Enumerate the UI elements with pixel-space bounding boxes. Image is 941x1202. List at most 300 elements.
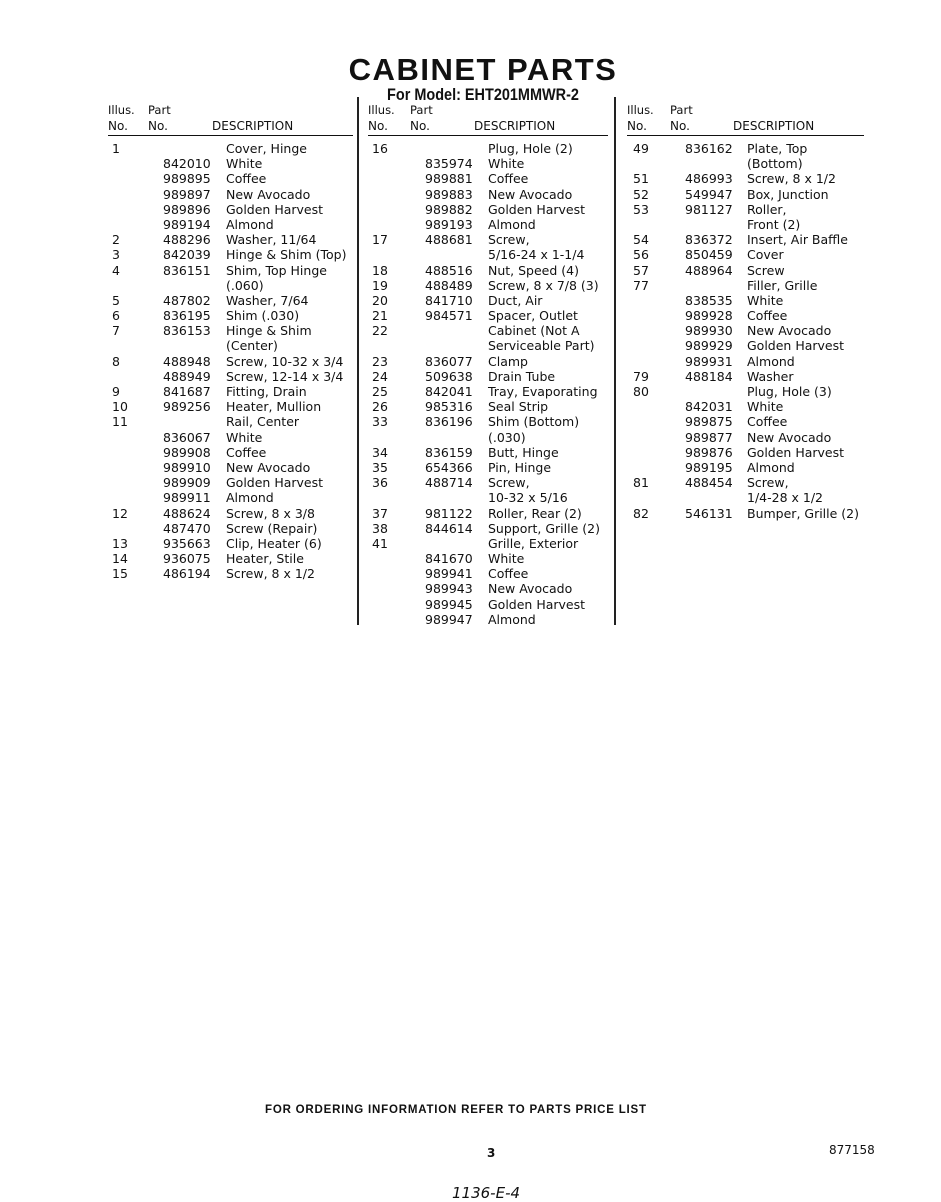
part-number: 546131 xyxy=(685,505,733,521)
table-row xyxy=(108,247,353,262)
part-number: 488184 xyxy=(685,368,733,384)
part-description: Pin, Hinge xyxy=(488,459,552,475)
illus-no-header: No. xyxy=(108,119,128,133)
table-row xyxy=(627,369,864,384)
illus-number: 14 xyxy=(112,551,128,567)
table-row xyxy=(108,293,353,308)
part-number: 989930 xyxy=(685,323,733,339)
part-description: Golden Harvest xyxy=(747,444,845,460)
table-row xyxy=(108,156,353,171)
table-row xyxy=(627,430,864,445)
illus-number: 2 xyxy=(112,232,120,248)
table-row xyxy=(108,566,353,581)
table-row xyxy=(108,338,353,353)
part-number: 989883 xyxy=(425,186,473,202)
illus-number: 10 xyxy=(112,399,128,415)
illus-number: 38 xyxy=(372,520,388,536)
part-description: Grille, Exterior xyxy=(488,535,579,551)
illus-number: 17 xyxy=(372,232,388,248)
part-description: Cover xyxy=(747,247,784,263)
table-row xyxy=(368,171,608,186)
table-row xyxy=(108,369,353,384)
part-description: Front (2) xyxy=(747,216,801,232)
table-row xyxy=(368,430,608,445)
illus-number: 1 xyxy=(112,141,120,156)
part-description: Plug, Hole (3) xyxy=(747,384,832,399)
table-row xyxy=(368,308,608,323)
table-row xyxy=(627,156,864,171)
part-number: 989943 xyxy=(425,581,473,597)
illus-number: 16 xyxy=(372,141,388,156)
illus-number: 51 xyxy=(633,171,649,187)
part-description: Heater, Mullion xyxy=(226,399,322,415)
part-number: 935663 xyxy=(163,535,211,551)
part-description: Coffee xyxy=(488,566,529,582)
part-number: 989876 xyxy=(685,444,733,460)
part-number: 842039 xyxy=(163,247,211,263)
part-description: Screw, xyxy=(488,475,530,491)
table-row xyxy=(627,445,864,460)
table-row xyxy=(108,399,353,414)
table-row xyxy=(627,338,864,353)
part-number: 844614 xyxy=(425,520,473,536)
part-description: Heater, Stile xyxy=(226,551,304,567)
part-description: Shim (Bottom) xyxy=(488,414,580,430)
part-number: 488714 xyxy=(425,475,473,491)
part-description: Insert, Air Baffle xyxy=(747,232,848,248)
part-description: New Avocado xyxy=(488,581,573,597)
table-row xyxy=(108,536,353,551)
part-description: Washer, 11/64 xyxy=(226,232,317,248)
table-row xyxy=(368,141,608,156)
part-description: Box, Junction xyxy=(747,186,829,202)
page-number: 3 xyxy=(487,1146,496,1160)
table-row xyxy=(627,323,864,338)
part-description: Shim, Top Hinge xyxy=(226,262,327,278)
table-row xyxy=(627,278,864,293)
illus-number: 9 xyxy=(112,384,120,399)
part-description: Roller, Rear (2) xyxy=(488,505,582,521)
table-row xyxy=(368,202,608,217)
part-number: 981122 xyxy=(425,505,473,521)
table-row xyxy=(368,278,608,293)
parts-column-2 xyxy=(368,102,608,627)
part-number: 989911 xyxy=(163,490,211,506)
table-row xyxy=(368,566,608,581)
illus-number: 22 xyxy=(372,323,388,339)
part-description: (.060) xyxy=(226,277,264,293)
illus-number: 21 xyxy=(372,308,388,324)
table-row xyxy=(108,141,353,156)
table-row xyxy=(108,475,353,490)
part-number: 836067 xyxy=(163,429,211,445)
part-number: 989945 xyxy=(425,596,473,612)
part-description: Almond xyxy=(488,216,536,232)
part-number: 989928 xyxy=(685,308,733,324)
part-description: Coffee xyxy=(226,171,267,187)
part-number: 841710 xyxy=(425,292,473,308)
part-number: 838535 xyxy=(685,292,733,308)
part-number: 836151 xyxy=(163,262,211,278)
illus-number: 53 xyxy=(633,201,649,217)
parts-column-1 xyxy=(108,102,353,581)
table-row xyxy=(108,521,353,536)
part-number: 989941 xyxy=(425,566,473,582)
part-number: 989897 xyxy=(163,186,211,202)
table-row xyxy=(108,506,353,521)
illus-header: Illus. xyxy=(368,103,395,117)
table-row xyxy=(108,263,353,278)
part-description: Support, Grille (2) xyxy=(488,520,600,536)
part-number: 981127 xyxy=(685,201,733,217)
part-description: Screw, xyxy=(747,475,789,491)
part-description: Almond xyxy=(747,353,795,369)
part-description: White xyxy=(226,429,263,445)
illus-number: 79 xyxy=(633,368,649,384)
illus-number: 41 xyxy=(372,535,388,551)
part-description: White xyxy=(226,156,263,172)
table-row xyxy=(627,308,864,323)
illus-number: 82 xyxy=(633,505,649,521)
table-row xyxy=(627,475,864,490)
part-no-header: No. xyxy=(148,119,168,133)
description-header: DESCRIPTION xyxy=(212,119,294,133)
part-description: Shim (.030) xyxy=(226,308,300,324)
part-description: Screw, 8 x 1/2 xyxy=(747,171,836,187)
table-row xyxy=(368,445,608,460)
part-description: New Avocado xyxy=(226,459,311,475)
table-row xyxy=(368,597,608,612)
part-number: 989193 xyxy=(425,216,473,232)
table-row xyxy=(108,445,353,460)
part-number: 989875 xyxy=(685,414,733,430)
part-number: 549947 xyxy=(685,186,733,202)
part-number: 989896 xyxy=(163,201,211,217)
part-number: 842010 xyxy=(163,156,211,172)
table-row xyxy=(368,369,608,384)
part-number: 989194 xyxy=(163,216,211,232)
parts-column-3 xyxy=(627,102,864,521)
part-description: Roller, xyxy=(747,201,787,217)
illus-number: 26 xyxy=(372,399,388,415)
table-row xyxy=(368,414,608,429)
part-description: Coffee xyxy=(226,444,267,460)
part-number: 850459 xyxy=(685,247,733,263)
part-description: Cover, Hinge xyxy=(226,141,307,156)
part-description: Washer, 7/64 xyxy=(226,292,309,308)
part-number: 989895 xyxy=(163,171,211,187)
illus-number: 6 xyxy=(112,308,120,324)
part-description: (.030) xyxy=(488,429,526,445)
part-number: 984571 xyxy=(425,308,473,324)
illus-number: 49 xyxy=(633,141,649,156)
illus-number: 81 xyxy=(633,475,649,491)
table-row xyxy=(368,232,608,247)
illus-number: 8 xyxy=(112,353,120,369)
part-description: Bumper, Grille (2) xyxy=(747,505,859,521)
table-row xyxy=(108,187,353,202)
part-number: 836153 xyxy=(163,323,211,339)
part-description: New Avocado xyxy=(226,186,311,202)
part-description: Plug, Hole (2) xyxy=(488,141,573,156)
illus-number: 7 xyxy=(112,323,120,339)
part-number: 488296 xyxy=(163,232,211,248)
illus-number: 77 xyxy=(633,277,649,293)
ordering-note: FOR ORDERING INFORMATION REFER TO PARTS PRICE LIST xyxy=(265,1104,647,1116)
part-description: Screw, 8 x 7/8 (3) xyxy=(488,277,599,293)
illus-number: 37 xyxy=(372,505,388,521)
part-number: 989931 xyxy=(685,353,733,369)
column-divider xyxy=(357,97,359,625)
table-row xyxy=(108,551,353,566)
table-row xyxy=(368,460,608,475)
part-description: New Avocado xyxy=(488,186,573,202)
part-description: Screw, 8 x 3/8 xyxy=(226,505,315,521)
part-description: Seal Strip xyxy=(488,399,549,415)
part-header: Part xyxy=(148,103,171,117)
illus-number: 56 xyxy=(633,247,649,263)
table-row xyxy=(627,414,864,429)
handwritten-note: 1136-E-4 xyxy=(452,1184,521,1202)
part-number: 836162 xyxy=(685,141,733,156)
part-number: 488489 xyxy=(425,277,473,293)
illus-number: 18 xyxy=(372,262,388,278)
illus-number: 13 xyxy=(112,535,128,551)
table-row xyxy=(368,187,608,202)
part-number: 836196 xyxy=(425,414,473,430)
part-number: 989881 xyxy=(425,171,473,187)
table-row xyxy=(108,490,353,505)
illus-number: 20 xyxy=(372,292,388,308)
column-header xyxy=(108,118,353,136)
model-subtitle: For Model: EHT201MMWR-2 xyxy=(387,85,579,104)
part-description: Tray, Evaporating xyxy=(488,384,598,399)
table-row xyxy=(368,217,608,232)
illus-number: 23 xyxy=(372,353,388,369)
part-description: Washer xyxy=(747,368,794,384)
part-description: Fitting, Drain xyxy=(226,384,307,399)
part-header: Part xyxy=(410,103,433,117)
table-row xyxy=(627,263,864,278)
part-number: 487802 xyxy=(163,292,211,308)
page-title: CABINET PARTS xyxy=(348,52,618,87)
part-description: Drain Tube xyxy=(488,368,556,384)
table-row xyxy=(368,247,608,262)
illus-number: 25 xyxy=(372,384,388,399)
illus-number: 34 xyxy=(372,444,388,460)
part-description: Rail, Center xyxy=(226,414,300,430)
part-description: Almond xyxy=(226,216,274,232)
part-description: 10-32 x 5/16 xyxy=(488,490,568,506)
illus-number: 35 xyxy=(372,459,388,475)
part-description: New Avocado xyxy=(747,323,832,339)
table-row xyxy=(627,247,864,262)
part-description: Almond xyxy=(747,459,795,475)
part-number: 488624 xyxy=(163,505,211,521)
table-row xyxy=(108,171,353,186)
part-number: 989877 xyxy=(685,429,733,445)
part-number: 989195 xyxy=(685,459,733,475)
parts-list xyxy=(108,141,353,581)
part-number: 836372 xyxy=(685,232,733,248)
part-no-header: No. xyxy=(410,119,430,133)
part-number: 486993 xyxy=(685,171,733,187)
part-description: White xyxy=(747,399,784,415)
column-header-top xyxy=(108,102,353,118)
part-number: 989909 xyxy=(163,475,211,491)
column-header-top xyxy=(368,102,608,118)
illus-header: Illus. xyxy=(627,103,654,117)
column-header xyxy=(627,118,864,136)
table-row xyxy=(368,384,608,399)
table-row xyxy=(368,399,608,414)
part-description: Serviceable Part) xyxy=(488,338,595,354)
illus-header: Illus. xyxy=(108,103,135,117)
part-description: Golden Harvest xyxy=(488,201,586,217)
table-row xyxy=(368,612,608,627)
illus-number: 80 xyxy=(633,384,649,399)
table-row xyxy=(108,323,353,338)
description-header: DESCRIPTION xyxy=(733,119,815,133)
table-row xyxy=(108,354,353,369)
part-number: 989908 xyxy=(163,444,211,460)
table-row xyxy=(368,521,608,536)
part-number: 488454 xyxy=(685,475,733,491)
part-description: Screw (Repair) xyxy=(226,520,318,536)
illus-number: 57 xyxy=(633,262,649,278)
table-row xyxy=(368,475,608,490)
part-number: 836077 xyxy=(425,353,473,369)
part-description: Golden Harvest xyxy=(488,596,586,612)
part-number: 841687 xyxy=(163,384,211,399)
part-number: 989256 xyxy=(163,399,211,415)
part-header: Part xyxy=(670,103,693,117)
table-row xyxy=(627,141,864,156)
table-row xyxy=(627,187,864,202)
table-row xyxy=(108,278,353,293)
table-row xyxy=(108,384,353,399)
table-row xyxy=(108,308,353,323)
document-number: 877158 xyxy=(829,1143,875,1157)
table-row xyxy=(627,293,864,308)
illus-number: 11 xyxy=(112,414,128,430)
part-number: 488964 xyxy=(685,262,733,278)
part-description: (Center) xyxy=(226,338,278,354)
table-row xyxy=(368,156,608,171)
part-number: 486194 xyxy=(163,566,211,582)
part-description: Filler, Grille xyxy=(747,277,818,293)
table-row xyxy=(368,536,608,551)
part-number: 989929 xyxy=(685,338,733,354)
part-number: 842031 xyxy=(685,399,733,415)
illus-number: 54 xyxy=(633,232,649,248)
part-number: 488949 xyxy=(163,368,211,384)
table-row xyxy=(627,217,864,232)
table-row xyxy=(368,293,608,308)
part-number: 509638 xyxy=(425,368,473,384)
table-row xyxy=(368,506,608,521)
part-description: Screw xyxy=(747,262,785,278)
illus-number: 3 xyxy=(112,247,120,263)
illus-number: 52 xyxy=(633,186,649,202)
part-description: (Bottom) xyxy=(747,156,803,172)
part-number: 654366 xyxy=(425,459,473,475)
illus-number: 5 xyxy=(112,292,120,308)
part-description: Screw, 12-14 x 3/4 xyxy=(226,368,344,384)
table-row xyxy=(108,217,353,232)
column-header-top xyxy=(627,102,864,118)
part-description: Hinge & Shim (Top) xyxy=(226,247,347,263)
table-row xyxy=(627,384,864,399)
column-divider xyxy=(614,97,616,625)
table-row xyxy=(368,263,608,278)
table-row xyxy=(368,581,608,596)
illus-no-header: No. xyxy=(627,119,647,133)
illus-number: 19 xyxy=(372,277,388,293)
part-number: 936075 xyxy=(163,551,211,567)
table-row xyxy=(627,460,864,475)
part-description: White xyxy=(488,551,525,567)
part-number: 835974 xyxy=(425,156,473,172)
part-description: Almond xyxy=(488,611,536,627)
table-row xyxy=(368,490,608,505)
illus-number: 24 xyxy=(372,368,388,384)
part-number: 836195 xyxy=(163,308,211,324)
part-description: Butt, Hinge xyxy=(488,444,559,460)
illus-number: 4 xyxy=(112,262,120,278)
part-number: 842041 xyxy=(425,384,473,399)
part-description: Screw, 10-32 x 3/4 xyxy=(226,353,344,369)
table-row xyxy=(627,399,864,414)
part-description: Coffee xyxy=(488,171,529,187)
part-no-header: No. xyxy=(670,119,690,133)
part-description: White xyxy=(747,292,784,308)
table-row xyxy=(108,232,353,247)
table-row xyxy=(627,202,864,217)
table-row xyxy=(368,354,608,369)
part-number: 488948 xyxy=(163,353,211,369)
part-number: 836159 xyxy=(425,444,473,460)
part-number: 841670 xyxy=(425,551,473,567)
part-description: Almond xyxy=(226,490,274,506)
part-description: New Avocado xyxy=(747,429,832,445)
table-row xyxy=(627,506,864,521)
table-row xyxy=(627,354,864,369)
part-description: Spacer, Outlet xyxy=(488,308,578,324)
part-description: Golden Harvest xyxy=(226,475,324,491)
part-description: Nut, Speed (4) xyxy=(488,262,579,278)
part-description: Duct, Air xyxy=(488,292,543,308)
part-number: 989882 xyxy=(425,201,473,217)
part-number: 488516 xyxy=(425,262,473,278)
table-row xyxy=(368,338,608,353)
table-row xyxy=(108,460,353,475)
part-description: 1/4-28 x 1/2 xyxy=(747,490,823,506)
table-row xyxy=(108,202,353,217)
table-row xyxy=(108,430,353,445)
illus-number: 15 xyxy=(112,566,128,582)
part-description: Plate, Top xyxy=(747,141,808,156)
part-description: Coffee xyxy=(747,308,788,324)
part-description: White xyxy=(488,156,525,172)
illus-number: 12 xyxy=(112,505,128,521)
part-description: Clamp xyxy=(488,353,528,369)
parts-list xyxy=(368,141,608,627)
part-description: Screw, 8 x 1/2 xyxy=(226,566,315,582)
parts-list xyxy=(627,141,864,521)
illus-number: 33 xyxy=(372,414,388,430)
description-header: DESCRIPTION xyxy=(474,119,556,133)
